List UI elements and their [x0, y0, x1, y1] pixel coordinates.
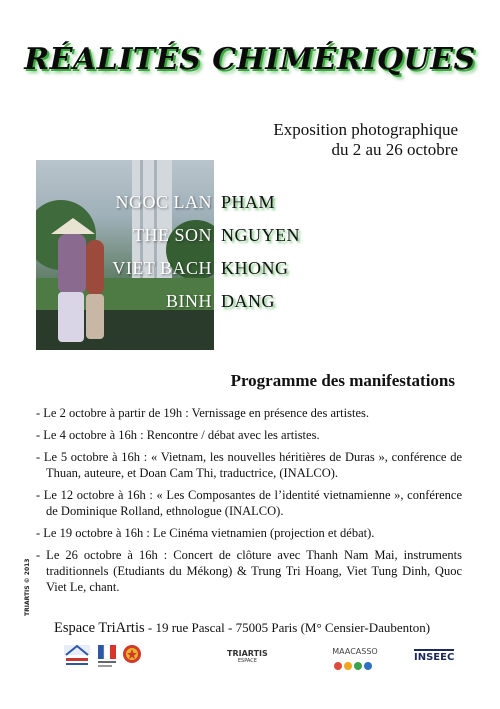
- event-item: - Le 5 octobre à 16h : « Vietnam, les nouvelles héritières de Duras », conférence de Thuan, auteure, et Doan Cam Thi, traductrice, (INALCO).: [36, 450, 462, 480]
- triartis-logo: [227, 649, 268, 664]
- exposition-line-1: Exposition photographique: [273, 120, 458, 139]
- event-item: - Le 4 octobre à 16h : Rencontre / débat avec les artistes.: [36, 428, 320, 442]
- sponsor-logos: [0, 643, 500, 673]
- event-item: - Le 2 octobre à partir de 19h : Vernissage en présence des artistes.: [36, 406, 369, 420]
- triartis-logo-sub: ESPACE: [237, 658, 257, 664]
- event-item: - Le 12 octobre à 16h : « Les Composantes de l’identité vietnamienne », conférence de Dominique Rolland, ethnologue (INALCO).: [36, 488, 462, 518]
- poster-title: RÉALITÉS CHIMÉRIQUES: [24, 42, 476, 77]
- exposition-dates: du 2 au 26 octobre: [331, 140, 458, 159]
- artist-last-name: PHAM: [221, 192, 276, 212]
- artist-first-name: THE SON: [133, 225, 212, 245]
- french-republic-logo-icon: [96, 643, 118, 669]
- artist-row: [0, 225, 500, 253]
- exposition-info: [273, 120, 458, 160]
- exhibition-photo: [36, 160, 214, 350]
- venue-address: - 19 rue Pascal - 75005 Paris (M° Censier-Daubenton): [144, 620, 431, 635]
- event-item: - Le 19 octobre à 16h : Le Cinéma vietnamien (projection et débat).: [36, 526, 375, 540]
- maacasso-logo-text: MAACASSO: [332, 647, 378, 656]
- vietnam-emblem-icon: [122, 643, 142, 669]
- inseec-logo-text: INSEEC: [414, 649, 454, 663]
- artist-first-name: NGOC LAN: [115, 192, 212, 212]
- programme-title: Programme des manifestations: [230, 371, 455, 390]
- artist-first-name: VIET BACH: [112, 258, 212, 278]
- artist-last-name: DANG: [221, 291, 275, 311]
- artist-last-name: NGUYEN: [221, 225, 300, 245]
- maacasso-dots-icon: [332, 661, 378, 671]
- copyright-credit: TRIARTIS © 2013: [24, 558, 31, 616]
- artist-row: [0, 258, 500, 286]
- venue-info: [54, 620, 474, 637]
- artist-first-name: BINH: [166, 291, 212, 311]
- artist-last-name: KHONG: [221, 258, 289, 278]
- triartis-logo-text: TRIARTIS: [227, 649, 268, 658]
- maacasso-logo: [332, 647, 378, 675]
- inseec-logo: [414, 649, 454, 663]
- event-item: - Le 26 octobre à 16h : Concert de clôture avec Thanh Nam Mai, instruments traditionnels (Etudiants du Mékong) & Trung Tri Hoang, Viet Tung Dinh, Quoc Viet Le, chant.: [36, 548, 462, 594]
- artist-row: [0, 291, 500, 319]
- artist-row: [0, 192, 500, 220]
- festival-logo-icon: [62, 643, 92, 669]
- events-list: [36, 405, 462, 601]
- venue-name: Espace TriArtis: [54, 620, 145, 636]
